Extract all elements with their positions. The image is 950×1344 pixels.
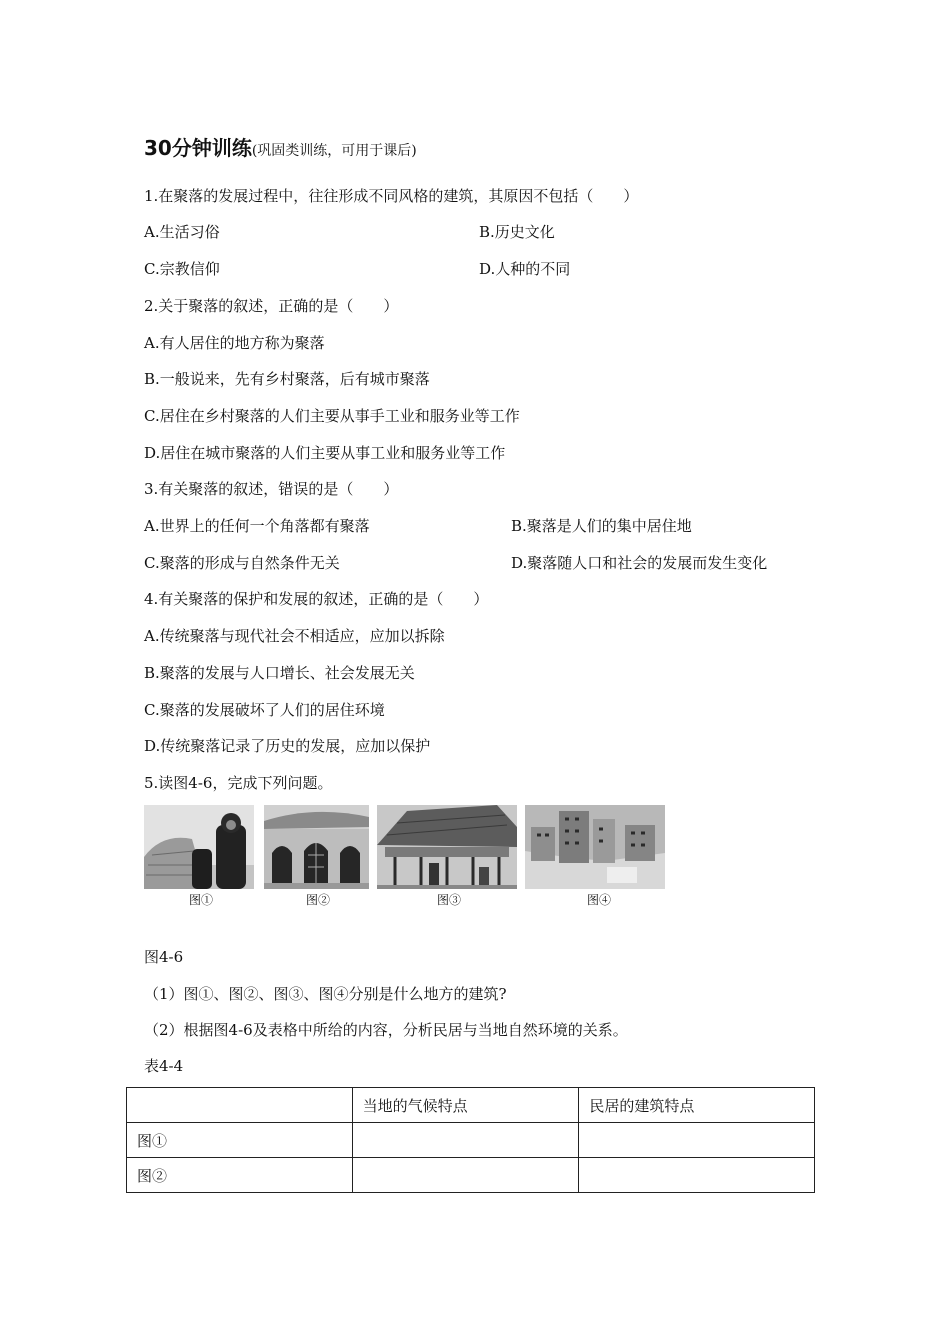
q5-sub2: （2）根据图4-6及表格中所给的内容，分析民居与当地自然环境的关系。 [144,1021,628,1039]
table-header-cell: 民居的建筑特点 [579,1088,815,1123]
table-cell [579,1158,815,1193]
answer-table [126,1087,815,1193]
q4-stem: 4.有关聚落的保护和发展的叙述，正确的是（ ） [144,590,489,608]
table-row [127,1158,815,1193]
q3-option-b: B.聚落是人们的集中居住地 [511,517,692,535]
q4-option-a: A.传统聚落与现代社会不相适应，应加以拆除 [144,627,445,645]
q1-stem: 1.在聚落的发展过程中，往往形成不同风格的建筑，其原因不包括（ ） [144,187,639,205]
table-label: 表4-4 [144,1057,184,1075]
q2-option-a: A.有人居住的地方称为聚落 [144,334,325,352]
table-row [127,1123,815,1158]
q2-option-c: C.居住在乡村聚落的人们主要从事手工业和服务业等工作 [144,407,520,425]
q5-sub1: （1）图①、图②、图③、图④分别是什么地方的建筑? [144,985,507,1003]
q1-option-b: B.历史文化 [479,223,555,241]
q3-option-d: D.聚落随人口和社会的发展而发生变化 [511,554,768,572]
q3-stem: 3.有关聚落的叙述，错误的是（ ） [144,480,399,498]
q4-option-c: C.聚落的发展破坏了人们的居住环境 [144,701,385,719]
q2-option-d: D.居住在城市聚落的人们主要从事工业和服务业等工作 [144,444,506,462]
caption-4: 图④ [587,893,612,907]
q2-option-b: B.一般说来，先有乡村聚落，后有城市聚落 [144,370,430,388]
q1-option-c: C.宗教信仰 [144,260,220,278]
figure-label: 图4-6 [144,948,184,966]
caption-1: 图① [189,893,214,907]
caption-2: 图② [306,893,331,907]
q1-option-d: D.人种的不同 [479,260,571,278]
table-cell [352,1158,579,1193]
table-header-cell [127,1088,353,1123]
table-header-cell: 当地的气候特点 [352,1088,579,1123]
q5-stem: 5.读图4-6，完成下列问题。 [144,774,333,792]
table-cell [352,1123,579,1158]
table-cell [579,1123,815,1158]
q4-option-b: B.聚落的发展与人口增长、社会发展无关 [144,664,415,682]
photo-mudbrick-tower [525,805,665,889]
q3-option-a: A.世界上的任何一个角落都有聚落 [144,517,370,535]
q2-stem: 2.关于聚落的叙述，正确的是（ ） [144,297,399,315]
caption-3: 图③ [437,893,462,907]
q4-option-d: D.传统聚落记录了历史的发展，应加以保护 [144,737,431,755]
photo-stilt-house [377,805,517,889]
q1-option-a: A.生活习俗 [144,223,220,241]
table-cell: 图② [127,1158,353,1193]
section-title [144,132,417,161]
title-sub: (巩固类训练，可用于课后) [251,143,417,159]
table-header-row [127,1088,815,1123]
q3-option-c: C.聚落的形成与自然条件无关 [144,554,340,572]
photo-igloo [144,805,254,889]
photo-cave-dwelling [264,805,369,889]
title-main: 30分钟训练 [144,136,252,160]
table-cell: 图① [127,1123,353,1158]
